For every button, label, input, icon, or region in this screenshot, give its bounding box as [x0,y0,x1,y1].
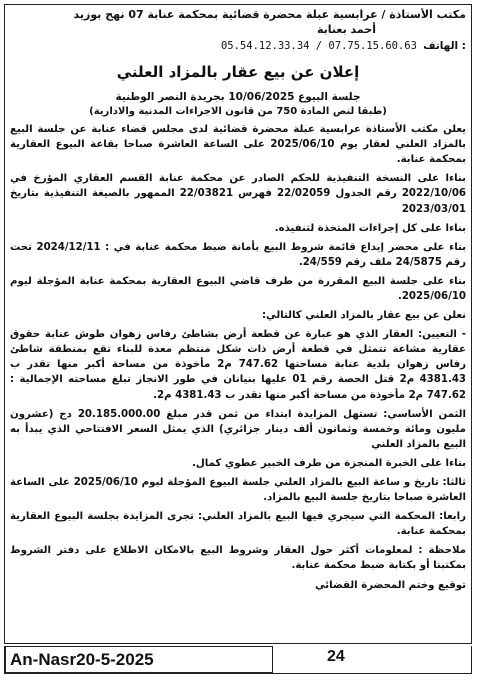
phone-label: الهاتف : [423,39,466,52]
paragraph: بناء على محضر إيداع قائمة شروط البيع بأمانة ضبط محكمة عنابة في : 2024/12/11 تحت رقم 24/5875 ملف رقم 24/559. [10,241,466,268]
legal-notice [10,8,466,638]
paragraph: نعلن عن بيع عقار بالمزاد العلني كالتالي: [261,310,466,322]
phone-numbers: 05.54.12.33.34 / 07.75.15.60.63 [220,39,417,52]
law-reference: (طبقا لنص المادة 750 من قانون الاجراءات المدنية والادارية) [89,106,387,118]
newspaper-date: An-Nasr20-5-2025 [5,646,273,673]
session-line: جلسة البيوع 10/06/2025 بجريدة النصر الوطنية [115,91,361,104]
office-name-line: أحمد بعنابة [316,22,376,36]
paragraph: بناء على جلسة البيع المقررة من طرف قاضي البيوع العقارية بمحكمة عنابة المؤجلة ليوم 2025/06/10. [10,275,466,302]
paragraph: - التعيين: العقار الذي هو عبارة عن قطعة أرض بشاطئ رفاس زهوان طوش عنابة حقوق عقارية مشاعة تتمثل في قطعة أرض ذات شكل منتظم معدة للبناء تقع بمنطقة شاطئ رفاس زهوان بلدية عنابة مساحتها 747.62 م2 مأخوذة من مساحة أكبر منها تقدر ب 4381.43 م2 قتل الحصة رقم 01 عليها بنيانان في طور الانجاز تبلغ مساحته الإجمالية : 747.62 م2 مأخوذة من مساحة أكبر منها تقدر ب 4381.43 م2. [10,329,466,401]
paragraph: بناءا على كل إجراءات المتخذة لتنفيذه. [274,222,466,234]
paragraph: ملاحظة : لمعلومات أكثر حول العقار وشروط البيع بالامكان الاطلاع على دفتر الشروط بمكتبنا أو بكتابة ضبط محكمة عنابة. [10,545,466,572]
page-number: 24 [327,648,345,665]
phone-row [10,39,466,55]
office-line: مكتب الأستاذة / عرابسية عبلة محضرة قضائية بمحكمة عنابة 07 نهج بوزيد [73,8,466,21]
paragraph: بناءا على الخبرة المنجزة من طرف الخبير عطوي كمال. [192,457,466,469]
paragraph: رابعا: المحكمة التي سيجري فيها البيع بالمزاد العلني: تجرى المزايدة بجلسة البيوع العقارية بمحكمة عنابة. [10,511,466,538]
page-footer [4,646,472,674]
paragraph: الثمن الأساسي: تستهل المزايدة ابتداء من ثمن قدر مبلغ 20.185.000.00 دج (عشرون مليون ومائة وخمسة وثمانون ألف دينار جزائري) الذي يمثل السعر الافتتاحي الذي يبدأ به البيع بالمزاد العلني [10,408,466,450]
paragraph: بناءا على النسخة التنفيذية للحكم الصادر عن محكمة عنابة القسم العقاري المؤرخ في 2022/10/06 رقم الجدول 22/02059 فهرس 22/03821 الممهور بالصيغة التنفيذية بتاريخ 2023/03/01 [10,173,466,215]
paragraph: يعلن مكتب الأستاذة عرابسية عبلة محضرة قضائية لدى مجلس قضاء عنابة عن جلسة البيع بالمزاد العلني لعقار يوم 2025/06/10 على الساعة العاشرة صباحا بقاعة البيوع العقارية بمحكمة عنابة. [10,124,466,166]
signature-line: توقيع وختم المحضرة القضائي [315,579,466,591]
notice-title: إعلان عن بيع عقار بالمزاد العلني [116,63,360,82]
paragraph: ثالثا: تاريخ و ساعة البيع بالمزاد العلني جلسة البيوع المؤجلة ليوم 2025/06/10 على الساعة العاشرة صباحا بتاريخ جلسة البيع بالمزاد. [10,477,466,504]
